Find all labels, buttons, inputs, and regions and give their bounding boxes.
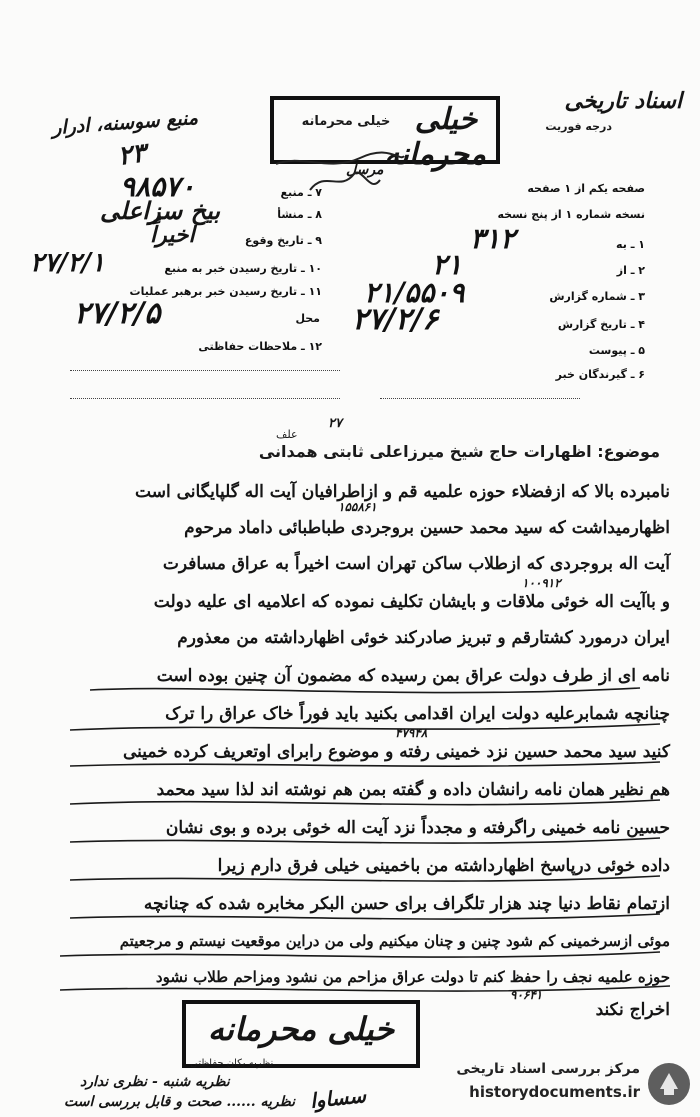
footer-opinion-line: نظریه شنبه - نظری ندارد xyxy=(80,1074,230,1090)
field-from-value: ۲۱ xyxy=(432,248,463,281)
field-report-number-value: ۲۱/۵۵۰۹ xyxy=(364,276,465,309)
subject-line: موضوع: اظهارات حاج شیخ میرزاعلی ثابتی همدانی xyxy=(258,442,660,461)
subject-above-word: علف xyxy=(276,428,298,441)
stamp-inner-line1: خیلی محرمانه xyxy=(301,114,391,129)
field-origin-value: بیخ سزاعلی xyxy=(100,196,221,225)
field-recipients-label: ۶ ـ گیرندگان خبر xyxy=(555,368,645,381)
body-line: حسین نامه خمینی راگرفته و مجدداً نزد آیت اله خوئی برده و بوی نشان xyxy=(165,818,670,838)
footer-opinion-small: نظریه یکان حفاظتی xyxy=(190,1058,274,1069)
body-line: کنید سید محمد حسین نزد خمینی رفته و موضوع رابرای اوتعریف کرده خمینی xyxy=(122,742,670,762)
field-security-notes-label: ۱۲ ـ ملاحظات حفاظتی xyxy=(198,340,322,353)
body-line: اظهارمیداشت که سید محمد حسین بروجردی طباطبائی داماد مرحوم xyxy=(184,518,670,538)
field-report-number-label: ۳ ـ شماره گزارش xyxy=(549,290,645,303)
field-occurrence-date-value: اخیراً xyxy=(150,222,195,248)
body-line: اخراج نکند xyxy=(595,1000,670,1020)
signature: سساوا xyxy=(308,1083,368,1113)
watermark-logo-icon xyxy=(646,1061,692,1107)
field-from-label: ۲ ـ از xyxy=(616,264,645,277)
body-line: و باآیت اله خوئی ملاقات و بایشان تکلیف نموده که اعلامیه ای علیه دولت xyxy=(153,592,670,612)
field-report-date-label: ۴ ـ تاریخ گزارش xyxy=(557,318,645,331)
body-line: حوزه علمیه نجف را حفظ کنم تا دولت عراق مزاحم من نشود ومزاحم طلاب نشود xyxy=(155,968,670,986)
doc-label: اسناد تاریخی xyxy=(564,88,682,114)
body-line: ازتمام نقاط دنیا چند هزار تلگراف برای حسن البکر مخابره شده که چنانچه xyxy=(143,894,670,914)
field-source-value: ۹۸۵۷۰ xyxy=(120,170,196,203)
interlinear-note: ۱۵۵۸۶۱ xyxy=(338,500,377,514)
interlinear-note: ۱۰۰۹۱۲ xyxy=(522,576,561,590)
field-origin-label: ۸ ـ منشأ xyxy=(277,208,322,221)
field-report-date-value: ۲۷/۲/۶ xyxy=(352,302,439,337)
field-to-label: ۱ ـ به xyxy=(616,238,645,251)
body-line: ایران درمورد کشتارقم و تبریز صادرکند خوئی اظهارداشته من معذورم xyxy=(177,628,670,648)
body-line: چنانچه شمابرعلیه دولت ایران اقدامی بکنید باید فوراً خاک عراق را ترک xyxy=(165,704,670,724)
field-place-label: محل xyxy=(295,312,320,325)
field-page-label: صفحه یکم از ۱ صفحه xyxy=(527,182,645,195)
doc-sublabel: درجه فوریت xyxy=(545,120,612,133)
field-place-value: ۲۷/۲/۵ xyxy=(74,296,161,331)
subject-mark: ۲۷ xyxy=(328,416,342,431)
interlinear-note: ۴۷۹۴۸ xyxy=(395,726,428,740)
field-to-value: ۳۱۲ xyxy=(470,222,516,255)
field-source-label: ۷ ـ منبع xyxy=(280,186,322,199)
center-scrawl: مرسل xyxy=(346,162,384,178)
top-left-scrawl: ۲۳ xyxy=(116,138,148,172)
body-line: نامبرده بالا که ازفضلاء حوزه علمیه قم و ازاطرافیان آیت اله گلپایگانی است xyxy=(135,482,670,502)
field-copy-label: نسخه شماره ۱ از پنج نسخه xyxy=(497,208,645,221)
top-left-handwriting: منبع سوسنه، ادرار xyxy=(51,106,199,140)
field-news-to-source-value: ۲۷/۲/۱ xyxy=(30,248,105,278)
body-line: نامه ای از طرف دولت عراق بمن رسیده که مضمون آن چنین بوده است xyxy=(156,666,670,686)
field-news-to-source-label: ۱۰ ـ تاریخ رسیدن خبر به منبع xyxy=(164,262,322,275)
field-news-to-leader-label: ۱۱ ـ تاریخ رسیدن خبر برهبر عملیات xyxy=(129,285,322,298)
watermark xyxy=(407,1059,692,1109)
body-line: موئی ازسرخمینی کم شود چنین و چنان میکنیم ولی من دراین موقعیت نیستم و مرجعیتم xyxy=(119,932,670,950)
watermark-line2: historydocuments.ir xyxy=(469,1083,640,1101)
body-line: آیت اله بروجردی که ازطلاب ساکن تهران است اخیراً به عراق مسافرت xyxy=(162,554,670,574)
field-occurrence-date-label: ۹ ـ تاریخ وقوع xyxy=(244,234,322,247)
interlinear-note: ۹۰۶۴۱ xyxy=(510,988,543,1002)
body-line: هم نظیر همان نامه رانشان داده و گفته بمن هم نوشته اند لذا سید محمد xyxy=(156,780,670,800)
body-line: داده خوئی درپاسخ اظهارداشته من باخمینی خیلی فرق دارم زیرا xyxy=(217,856,670,876)
bottom-stamp: خیلی محرمانه xyxy=(182,1000,420,1068)
field-attachment-label: ۵ ـ پیوست xyxy=(588,344,645,357)
watermark-line1: مرکز بررسی اسناد تاریخی xyxy=(456,1061,640,1077)
top-stamp: خیلی محرمانه خیلی محرمانه xyxy=(270,96,500,164)
footer-opinion-line-2: نظریه ...... صحت و قابل بررسی است xyxy=(64,1094,296,1110)
